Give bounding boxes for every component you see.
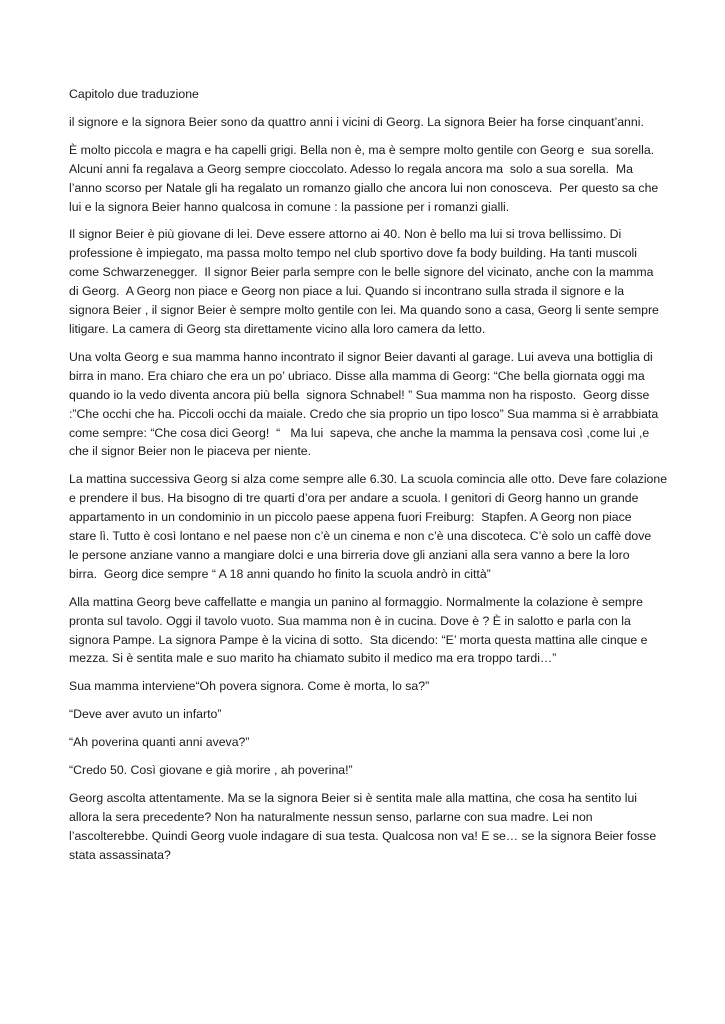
text-line: come sempre: “Che cosa dici Georg! “ Ma lui sapeva, che anche la mamma la pensava così ,come lui ,e — [69, 425, 650, 440]
text-line: litigare. La camera di Georg sta direttamente vicino alla loro camera da letto. — [69, 321, 486, 336]
text-line: che il signor Beier non le piaceva per niente. — [69, 444, 311, 459]
text-line: stata assassinata? — [69, 847, 171, 862]
text-line: di Georg. A Georg non piace e Georg non piace a lui. Quando si incontrano sulla strada il signore e la — [69, 284, 625, 299]
text-line: signora Beier , il signor Beier è sempre molto gentile con lei. Ma quando sono a casa, Georg li sente sempre — [69, 303, 659, 318]
document-page — [69, 85, 669, 874]
document-title: Capitolo due traduzione — [69, 87, 199, 101]
paragraph — [69, 141, 669, 217]
text-line: e prendere il bus. Ha bisogno di tre quarti d’ora per andare a scuola. I genitori di Georg hanno un grande — [69, 491, 639, 506]
text-line: stare lì. Tutto è così lontano e nel paese non c’è un cinema e non c’è una discoteca. C’è solo un caffè dove — [69, 529, 652, 544]
text-line: Alla mattina Georg beve caffellatte e mangia un panino al formaggio. Normalmente la colazione è sempre — [69, 594, 643, 609]
paragraph — [69, 705, 669, 724]
paragraph — [69, 677, 669, 696]
paragraph — [69, 470, 669, 583]
paragraph — [69, 733, 669, 752]
text-line: professione è impiegato, ma passa molto tempo nel club sportivo dove fa body building. Ha tanti muscoli — [69, 246, 638, 261]
text-line: È molto piccola e magra e ha capelli grigi. Bella non è, ma è sempre molto gentile con Georg e sua sorella. — [69, 142, 655, 157]
text-line: “Deve aver avuto un infarto” — [69, 707, 222, 722]
text-line: La mattina successiva Georg si alza come sempre alle 6.30. La scuola comincia alle otto. Deve fare colazione — [69, 472, 668, 487]
text-line: Una volta Georg e sua mamma hanno incontrato il signor Beier davanti al garage. Lui aveva una bottiglia di — [69, 349, 653, 364]
text-line: Georg ascolta attentamente. Ma se la signora Beier si è sentita male alla mattina, che cosa ha sentito lui — [69, 791, 638, 805]
text-line: lui e la signora Beier hanno qualcosa in comune : la passione per i romanzi gialli. — [69, 199, 510, 214]
paragraph — [69, 225, 669, 338]
paragraph — [69, 593, 669, 669]
paragraph — [69, 789, 669, 865]
text-line: quando io la vedo diventa ancora più bella signora Schnabel! ” Sua mamma non ha risposto. Georg disse — [69, 387, 650, 402]
text-line: il signore e la signora Beier sono da quattro anni i vicini di Georg. La signora Beier ha forse cinquant’anni. — [69, 114, 644, 129]
paragraph — [69, 113, 669, 132]
text-line: “Ah poverina quanti anni aveva?” — [69, 735, 250, 750]
text-line: “Credo 50. Così giovane e già morire , ah poverina!” — [69, 763, 353, 778]
text-line: pronta sul tavolo. Oggi il tavolo vuoto. Sua mamma non è in cucina. Dove è ? È in salotto e parla con la — [69, 613, 631, 628]
text-line: allora la sera precedente? Non ha naturalmente nessun senso, parlarne con sua madre. Lei non — [69, 809, 593, 824]
text-line: signora Pampe. La signora Pampe è la vicina di sotto. Sta dicendo: “E’ morta questa mattina alle cinque e — [69, 632, 648, 647]
text-line: le persone anziane vanno a mangiare dolci e una birreria dove gli anziani alla sera vanno a bere la loro — [69, 547, 630, 562]
text-line: appartamento in un condominio in un piccolo paese appena fuori Freiburg: Stapfen. A Georg non piace — [69, 510, 632, 525]
text-line: mezza. Si è sentita male e suo marito ha chiamato subito il medico ma era troppo tardi…” — [69, 651, 557, 666]
text-line: Il signor Beier è più giovane di lei. Deve essere attorno ai 40. Non è bello ma lui si trova bellissimo. Di — [69, 227, 622, 242]
text-line: :”Che occhi che ha. Piccoli occhi da maiale. Credo che sia proprio un tipo losco” Sua mamma si è arrabbiata — [69, 406, 659, 421]
paragraph — [69, 761, 669, 780]
text-line: come Schwarzenegger. Il signor Beier parla sempre con le belle signore del vicinato, anche con la mamma — [69, 265, 654, 280]
text-line: l’ascolterebbe. Quindi Georg vuole indagare di sua testa. Qualcosa non va! E se… se la signora Beier fosse — [69, 828, 657, 843]
text-line: birra in mano. Era chiaro che era un po’ ubriaco. Disse alla mamma di Georg: “Che bella giornata oggi ma — [69, 368, 645, 383]
paragraph — [69, 348, 669, 461]
text-line: birra. Georg dice sempre “ A 18 anni quando ho finito la scuola andrò in città” — [69, 566, 491, 581]
text-line: l’anno scorso per Natale gli ha regalato un romanzo giallo che ancora lui non conosceva. Per questo sa che — [69, 180, 659, 195]
text-line: Alcuni anni fa regalava a Georg sempre cioccolato. Adesso lo regala ancora ma solo a sua sorella. Ma — [69, 161, 633, 176]
text-line: Sua mamma interviene“Oh povera signora. Come è morta, lo sa?” — [69, 679, 430, 694]
document-body — [69, 113, 669, 865]
